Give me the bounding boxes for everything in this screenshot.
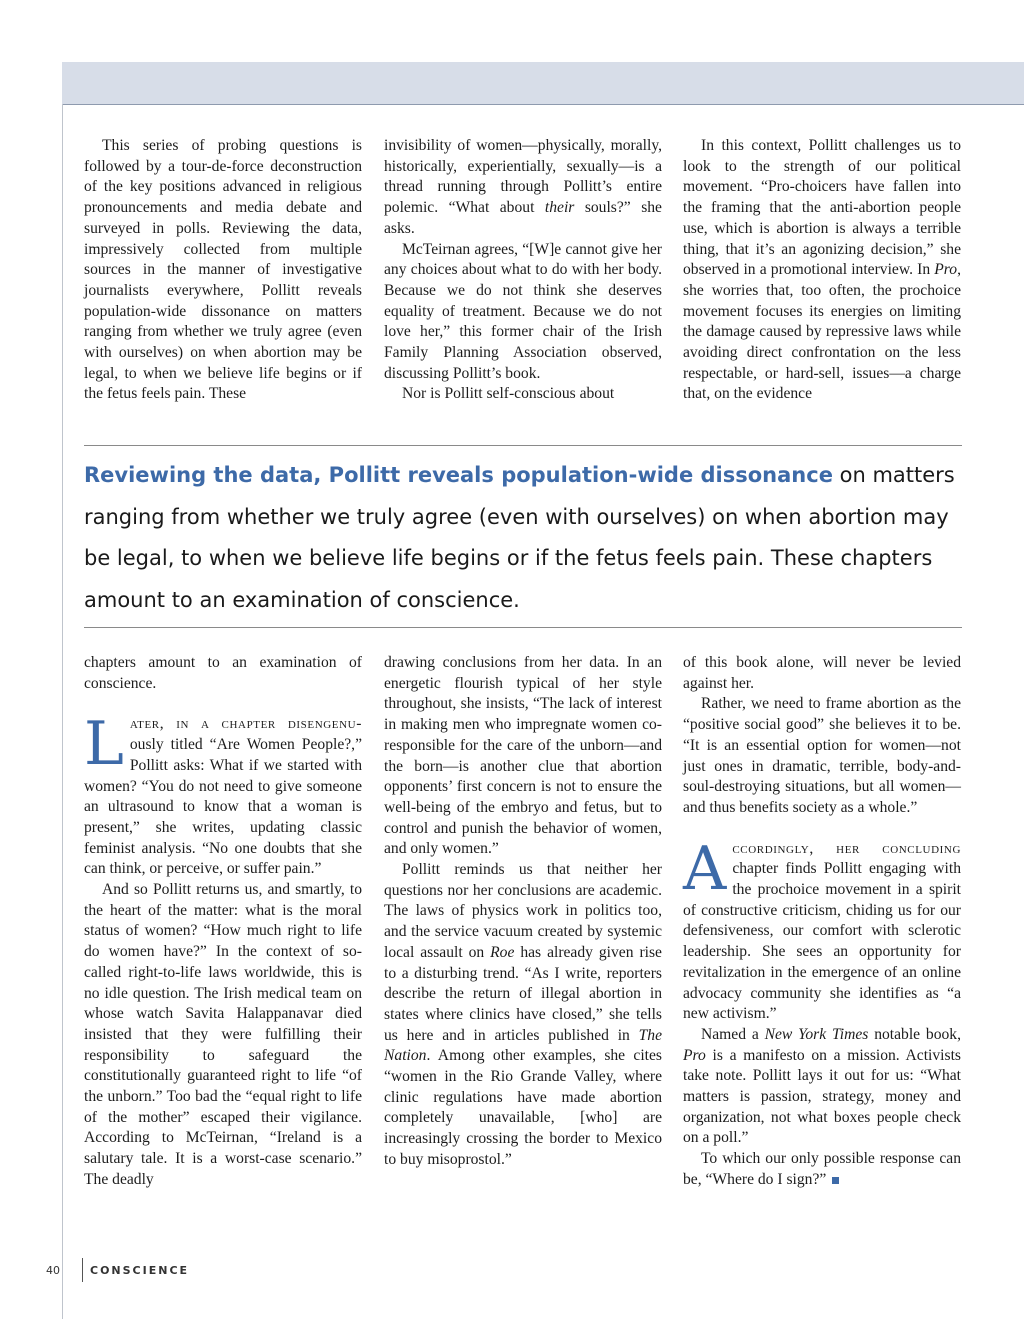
paragraph: drawing conclusions from her data. In an energetic flourish typical of her style throughout, she insists, “The lack of interest in making men who impregnate women co-responsible for the care of the unborn—and the born—is another clue that abortion opponents’ first concern is not to ensure the well-being of the embryo and fetus, but to control and punish the behavior of women, and only women.” [384,654,662,858]
paragraph: Named a New York Times notable book, Pro is a manifesto on a mission. Activists take note. Pollitt lays it out for us: “What matters is passion, strategy, money and organization, not what boxes people check on a poll.” [683,1025,961,1147]
paragraph: Rather, we need to frame abortion as the “positive social good” she believes it to be. “It is an essential option for women—not just ones in dramatic, terrible, body-and-soul-destroying situations, but all women—and thus benefits society as a whole.” [683,695,961,816]
paragraph: Accordingly, her concluding chapter finds Pollitt engaging with the prochoice movement in a spirit of constructive criticism, chiding us for our defensiveness, our comfort with sclerotic leadership. She sees an opportunity for revitalization in the emergence of an online advocacy community she identifies as “a new activism.” [683,833,961,1023]
page-number: 40 [46,1264,60,1277]
paragraph: This series of probing questions is followed by a tour-de-force deconstruction of the key positions advanced in religious pronouncements and media debate and surveyed in polls. Reviewing the data, impressively collected from multiple sources in the manner of investigative journalists everywhere, Pollitt reveals population-wide dissonance on matters ranging from whether we truly agree (even with ourselves) on when abortion may be legal, to when we believe life begins or if the fetus feels pain. These [84,137,362,403]
footer-divider [82,1258,83,1282]
end-mark-icon [832,1177,839,1184]
drop-cap: L [84,709,124,780]
top-column-2 [384,136,662,405]
paragraph: Nor is Pollitt self-conscious about [402,385,615,403]
pullquote-highlight: Reviewing the data, Pollitt reveals population-wide dissonance [84,463,833,487]
paragraph: chapters amount to an examination of conscience. [84,654,362,692]
drop-cap: A [683,833,727,904]
paragraph: Pollitt reminds us that neither her questions nor her conclusions are academic. The laws of physics work in politics too, and the service vacuum created by systemic local assault on Roe has already given rise to a disturbing trend. “As I write, reporters describe the return of illegal abortion in states where clinics have closed,” she tells us here and in articles published in The Nation. Among other examples, she cites “women in the Rio Grande Valley, where clinic regulations have made abortion completely unavailable, [who] are increasingly crossing the border to Mexico to buy misoprostol.” [384,861,662,1168]
paragraph: And so Pollitt returns us, and smartly, to the heart of the matter: what is the moral status of women? “How much right to life do women have?” In the context of so-called right-to-life laws worldwide, this is no idle question. The Irish medical team on whose watch Savita Halappanavar died insisted that they were fulfilling their responsibility to safeguard the constitutionally guaranteed right to life “of the unborn.” Too bad the “equal right to life of the mother” escaped their vigilance. According to McTeirnan, “Ireland is a salutary tale. It is a worst-case scenario.” The deadly [84,881,362,1188]
bottom-column-2 [384,653,662,1171]
paragraph: Later, in a chapter disengenu- ously titled “Are Women People?,” Pollitt asks: What if we started with women? “You do not need to give someone an ultrasound to know that a woman is present,” she writes, updating classic feminist analysis. “No one doubts that she can think, or perceive, or suffer pain.” [84,709,362,878]
paragraph: McTeirnan agrees, “[W]e cannot give her any choices about what to do with her body. Because we do not think she deserves equality of treatment. Because we do not love her,” this former chair of the Irish Family Planning Association observed, discussing Pollitt’s book. [384,240,662,382]
pullquote [84,455,964,621]
bottom-column-1 [84,653,362,1191]
top-column-3 [683,136,961,405]
pullquote-rule-bottom [84,627,962,628]
paragraph: of this book alone, will never be levied against her. [683,654,961,692]
paragraph: invisibility of women—physically, morally, historically, experientially, sexually—is a thread running through Pollitt’s entire polemic. “What about their souls?” she asks. [384,137,662,237]
magazine-name: CONSCIENCE [90,1264,190,1277]
lead-in: ater, in a chapter disengenu- [129,715,362,733]
pullquote-text: on matters ranging from whether we truly agree (even with ourselves) on when abortion may be legal, to when we believe life begins or if the fetus feels pain. These chapters amount to an examination of conscience. [84,463,955,612]
left-frame-rule [62,104,63,1319]
bottom-column-3 [683,653,961,1191]
pullquote-rule-top [84,445,962,446]
paragraph: To which our only possible response can be, “Where do I sign?” [683,1150,961,1188]
paragraph: In this context, Pollitt challenges us to look to the strength of our political movement. “Pro-choicers have fallen into the framing that the anti-abortion people use, which is abortion is always a terrible thing, that it’s an agonizing decision,” she observed in a promotional interview. In Pro, she worries that, too often, the prochoice movement focuses its energies on limiting the damage caused by repressive laws while avoiding direct confrontation on the less respectable, or hard-sell, issues—a charge that, on the evidence [683,137,961,403]
lead-in: ccordingly, her concluding [732,839,961,857]
top-column-1 [84,136,362,405]
header-band [62,62,1024,105]
